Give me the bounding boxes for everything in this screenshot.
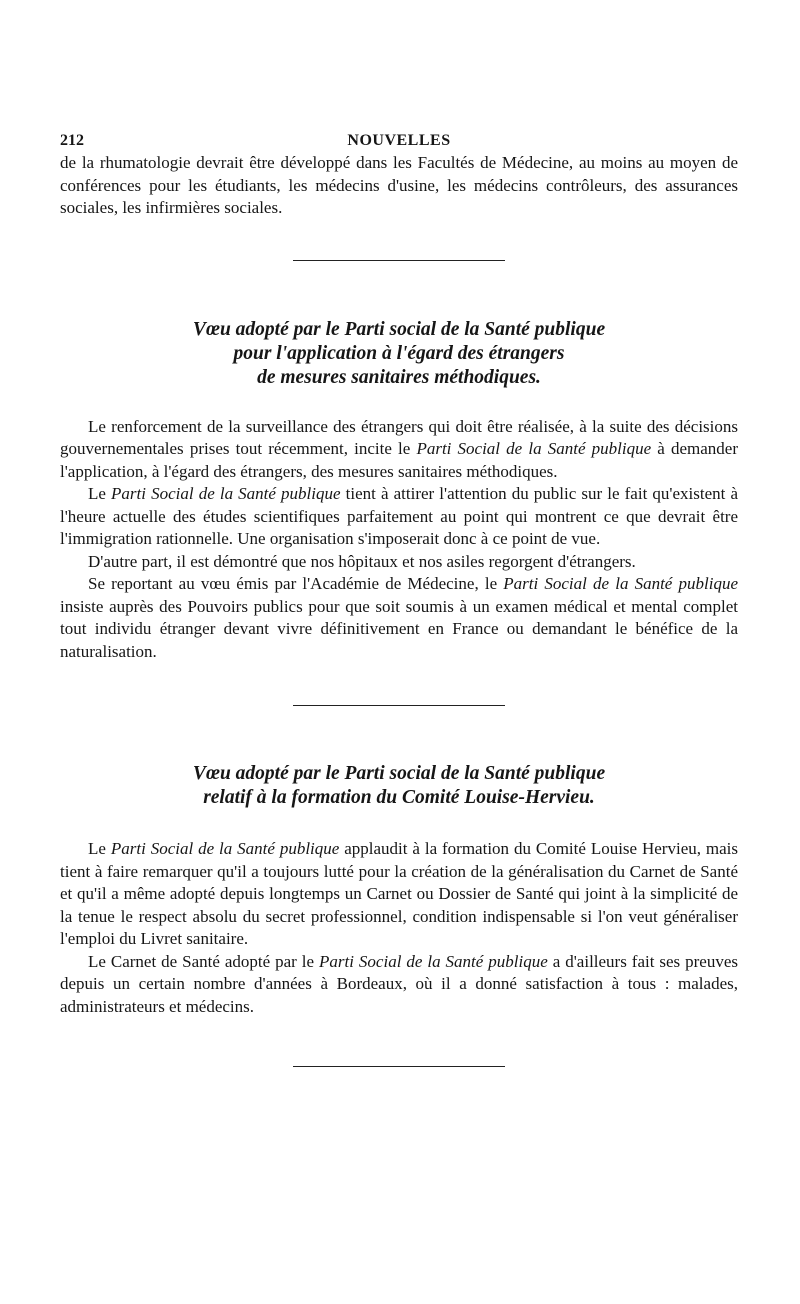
running-title: NOUVELLES <box>347 132 451 149</box>
section-divider <box>293 260 505 261</box>
section2-paragraph: Le Parti Social de la Santé publique applaudit à la formation du Comité Louise Hervieu, mais tient à faire remarquer qu'il a toujours lutté pour la création de la généralisation du Carnet de Santé et qu'il a même adopté depuis longtemps un Carnet ou Dossier de Santé qui joint à la simplicité de la tenue le respect absolu du secret professionnel, condition indispensable si l'on veut généraliser l'emploi du Livret sanitaire. <box>60 839 738 948</box>
section1-title-line: de mesures sanitaires méthodiques. <box>257 366 541 388</box>
section1-paragraph: D'autre part, il est démontré que nos hôpitaux et nos asiles regorgent d'étrangers. <box>88 551 636 571</box>
section2-title-line: relatif à la formation du Comité Louise-Hervieu. <box>203 787 595 808</box>
party-name: Parti Social de la Santé publique <box>416 439 652 458</box>
section1-paragraph: Le Parti Social de la Santé publique tient à attirer l'attention du public sur le fait qu'existent à l'heure actuelle des études scientifiques parfaitement au point qui montrent ce que devrait être l'immigration rationnelle. Une organisation s'imposerait donc à ce point de vue. <box>60 484 738 548</box>
party-name: Parti Social de la Santé publique <box>319 951 548 971</box>
section1-paragraph: Se reportant au vœu émis par l'Académie de Médecine, le Parti Social de la Santé publique insiste auprès des Pouvoirs publics pour que soit soumis à un examen médical et mental complet tout individu étranger devant vivre définitivement en France ou demandant le bénéfice de la naturalisation. <box>60 574 738 661</box>
party-name: Parti Social de la Santé publique <box>111 484 341 503</box>
document-page <box>60 122 738 1067</box>
section2-paragraph: Le Carnet de Santé adopté par le Parti Social de la Santé publique a d'ailleurs fait ses preuves depuis un certain nombre d'années à Bordeaux, où il a donné satisfaction à tous : malades, administrateurs et médecins. <box>60 951 738 1016</box>
page-number: 212 <box>60 132 84 149</box>
intro-paragraph: de la rhumatologie devrait être développé dans les Facultés de Médecine, au moins au moyen de conférences pour les étudiants, les médecins d'usine, les médecins contrôleurs, des assurances sociales, les infirmières sociales. <box>60 153 738 217</box>
page-header <box>60 122 738 152</box>
section1-title-line: pour l'application à l'égard des étrangers <box>233 342 565 364</box>
section-divider <box>293 705 505 706</box>
party-name: Parti Social de la Santé publique <box>503 574 738 593</box>
section1-title-line: Vœu adopté par le Parti social de la Santé publique <box>192 318 606 340</box>
section1-paragraph: Le renforcement de la surveillance des étrangers qui doit être réalisée, à la suite des décisions gouvernementales prises tout récemment, incite le Parti Social de la Santé publique à demander l'application, à l'égard des étrangers, des mesures sanitaires méthodiques. <box>60 416 738 481</box>
section2-body <box>60 838 738 1018</box>
section2-title-line: Vœu adopté par le Parti social de la Santé publique <box>192 763 606 784</box>
party-name: Parti Social de la Santé publique <box>110 839 340 858</box>
section2-title <box>60 762 738 810</box>
section1-title <box>60 318 738 390</box>
section1-body <box>60 416 738 664</box>
section-divider <box>293 1066 505 1067</box>
